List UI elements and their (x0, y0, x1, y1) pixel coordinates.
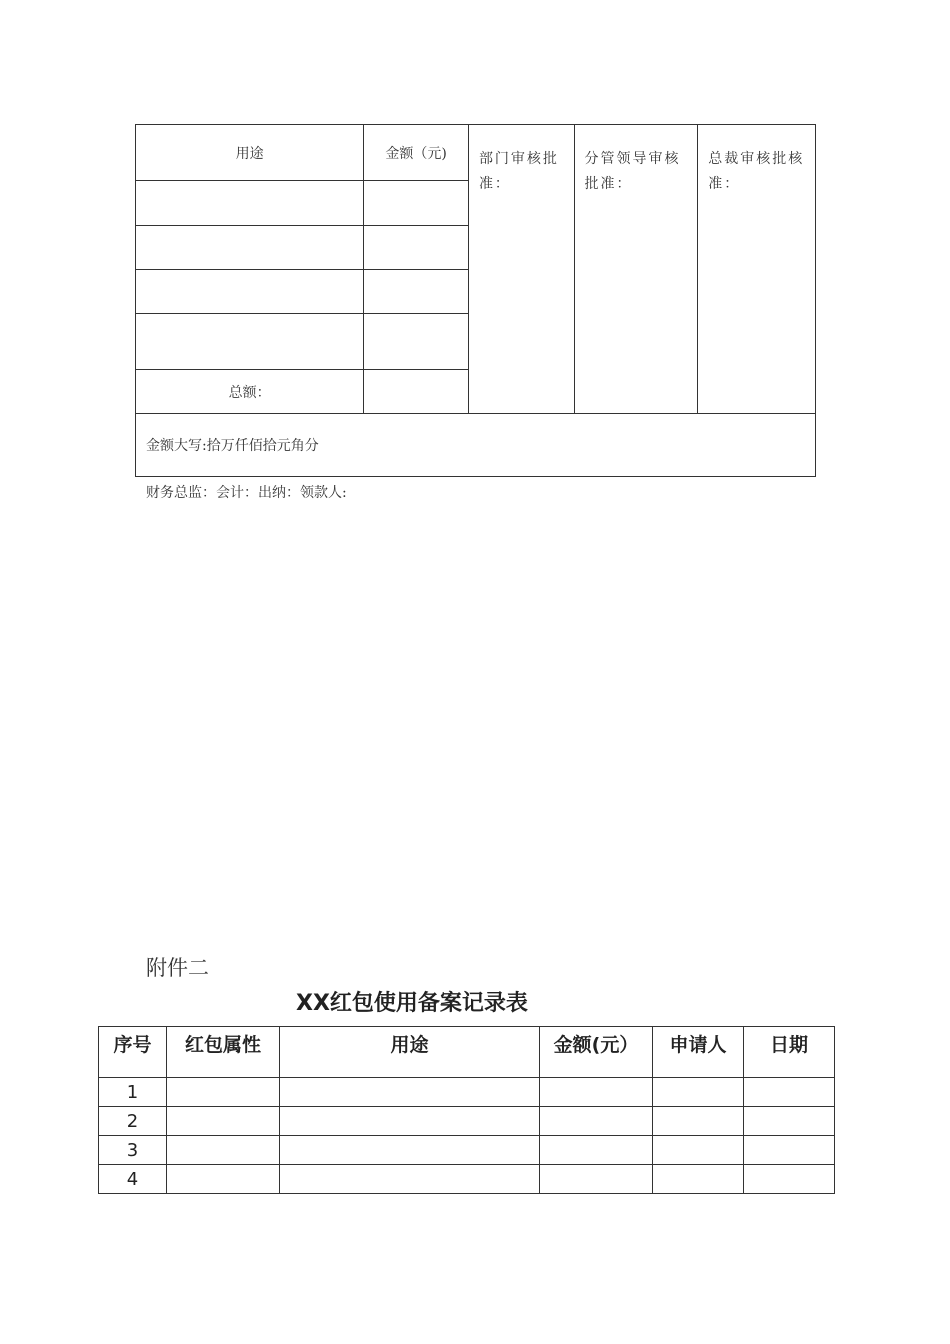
amount-cell[interactable] (364, 226, 469, 270)
header-cell: 日期 (744, 1027, 835, 1078)
table-cell[interactable] (540, 1136, 653, 1165)
record-table (98, 1026, 835, 1194)
table-cell[interactable] (280, 1078, 540, 1107)
header-cell: 序号 (99, 1027, 167, 1078)
table-cell[interactable] (653, 1107, 744, 1136)
leader-approval-cell[interactable]: 分管领导审核批准： (574, 125, 698, 414)
table-cell[interactable] (653, 1078, 744, 1107)
table-cell[interactable] (744, 1136, 835, 1165)
table-cell[interactable] (280, 1107, 540, 1136)
form-title: XX红包使用备案记录表 (296, 991, 528, 1016)
reimbursement-table (135, 124, 816, 477)
table-cell[interactable] (167, 1078, 280, 1107)
table-cell[interactable] (653, 1165, 744, 1194)
table-cell[interactable] (540, 1078, 653, 1107)
purpose-header: 用途 (136, 125, 364, 181)
amount-cell[interactable] (364, 181, 469, 226)
purpose-cell[interactable] (136, 314, 364, 370)
dept-approval-cell[interactable]: 部门审核批准： (468, 125, 574, 414)
table-cell[interactable] (540, 1107, 653, 1136)
total-label: 总额： (136, 370, 364, 414)
capital-amount-row[interactable]: 金额大写:拾万仟佰拾元角分 (136, 414, 816, 477)
table-row (99, 1165, 835, 1194)
table-cell[interactable] (744, 1107, 835, 1136)
purpose-cell[interactable] (136, 181, 364, 226)
table-cell[interactable] (167, 1165, 280, 1194)
table-row (99, 1136, 835, 1165)
row-number: 1 (99, 1078, 167, 1107)
table-row (99, 1078, 835, 1107)
row-number: 2 (99, 1107, 167, 1136)
table-cell[interactable] (540, 1165, 653, 1194)
header-cell: 用途 (280, 1027, 540, 1078)
record-table-header (99, 1027, 835, 1078)
header-cell: 红包属性 (167, 1027, 280, 1078)
table-cell[interactable] (744, 1165, 835, 1194)
ceo-approval-cell[interactable]: 总裁审核批核准： (698, 125, 816, 414)
signers-line: 财务总监：会计：出纳：领款人: (146, 485, 347, 501)
table-cell[interactable] (167, 1107, 280, 1136)
table-cell[interactable] (280, 1136, 540, 1165)
purpose-cell[interactable] (136, 270, 364, 314)
amount-cell[interactable] (364, 270, 469, 314)
attachment-label: 附件二 (146, 956, 209, 980)
total-amount-cell[interactable] (364, 370, 469, 414)
table-cell[interactable] (744, 1078, 835, 1107)
table-row (99, 1107, 835, 1136)
header-cell: 申请人 (653, 1027, 744, 1078)
row-number: 3 (99, 1136, 167, 1165)
row-number: 4 (99, 1165, 167, 1194)
amount-cell[interactable] (364, 314, 469, 370)
purpose-cell[interactable] (136, 226, 364, 270)
amount-header: 金额（元) (364, 125, 469, 181)
table-cell[interactable] (280, 1165, 540, 1194)
table-cell[interactable] (167, 1136, 280, 1165)
header-cell: 金额(元） (540, 1027, 653, 1078)
table-cell[interactable] (653, 1136, 744, 1165)
